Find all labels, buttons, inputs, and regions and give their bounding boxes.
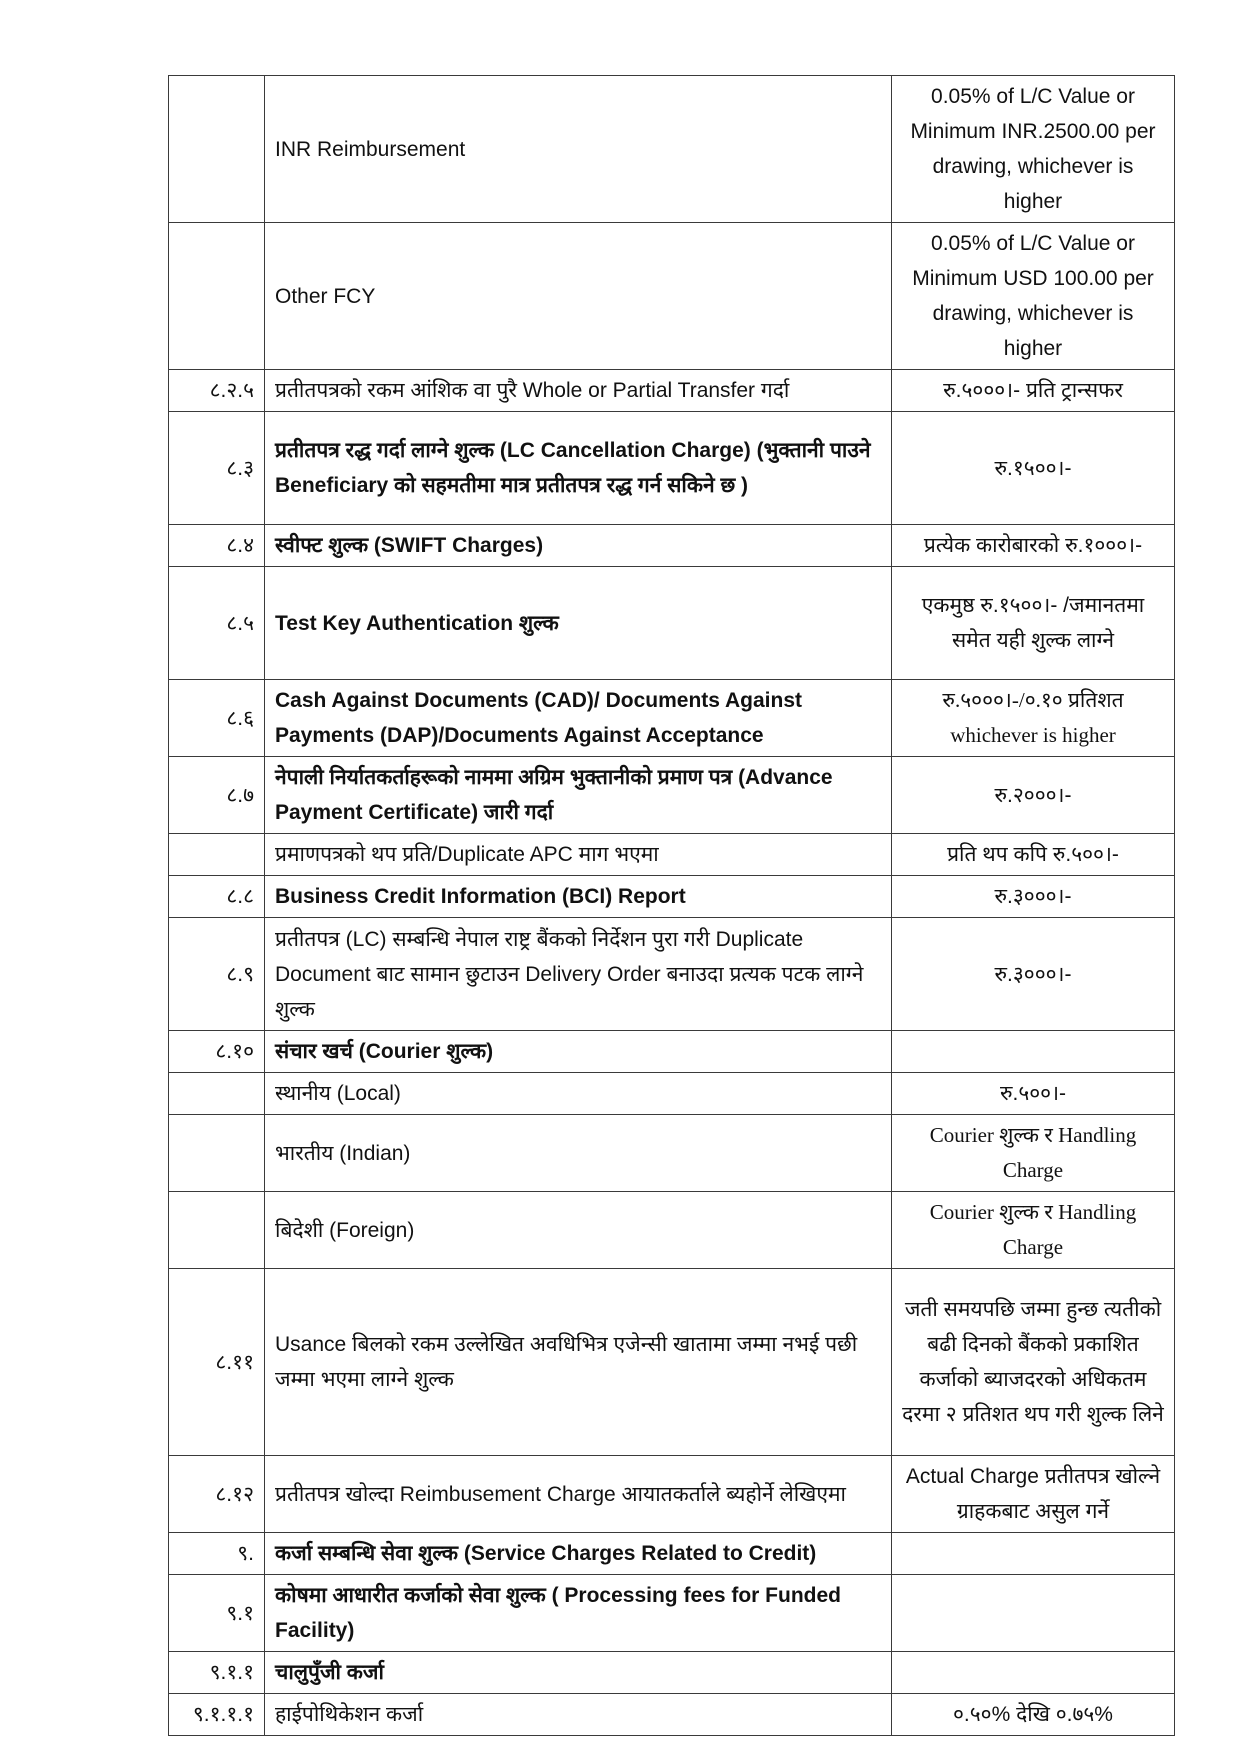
charge-cell: रु.३०००।- (892, 876, 1175, 918)
charge-cell: रु.२०००।- (892, 757, 1175, 834)
description-cell: भारतीय (Indian) (265, 1115, 892, 1192)
charge-cell (892, 1575, 1175, 1652)
serial-number-cell: ८.११ (169, 1269, 265, 1456)
description-cell: प्रतीतपत्र खोल्दा Reimbusement Charge आयातकर्ताले ब्यहोर्ने लेखिएमा (265, 1456, 892, 1533)
table-row (169, 1192, 1175, 1269)
serial-number-cell: ९.१.१ (169, 1652, 265, 1694)
serial-number-cell: ८.४ (169, 525, 265, 567)
serial-number-cell (169, 1115, 265, 1192)
table-row (169, 1456, 1175, 1533)
table-row (169, 223, 1175, 370)
description-cell: Cash Against Documents (CAD)/ Documents Against Payments (DAP)/Documents Against Acceptance (265, 680, 892, 757)
table-row (169, 1575, 1175, 1652)
charge-cell (892, 1533, 1175, 1575)
charge-cell: रु.५०००।- प्रति ट्रान्सफर (892, 370, 1175, 412)
serial-number-cell: ८.२.५ (169, 370, 265, 412)
charge-cell: एकमुष्ठ रु.१५००।- /जमानतमा समेत यही शुल्क लाग्ने (892, 567, 1175, 680)
serial-number-cell (169, 1073, 265, 1115)
charge-cell: Actual Charge प्रतीतपत्र खोल्ने ग्राहकबाट असुल गर्ने (892, 1456, 1175, 1533)
fee-schedule-table (168, 75, 1175, 1736)
table-row (169, 525, 1175, 567)
serial-number-cell: ८.८ (169, 876, 265, 918)
description-cell: कर्जा सम्बन्धि सेवा शुल्क (Service Charges Related to Credit) (265, 1533, 892, 1575)
serial-number-cell: ९. (169, 1533, 265, 1575)
description-cell: स्थानीय (Local) (265, 1073, 892, 1115)
description-cell: प्रतीतपत्रको रकम आंशिक वा पुरै Whole or Partial Transfer गर्दा (265, 370, 892, 412)
description-cell: प्रमाणपत्रको थप प्रति/Duplicate APC माग भएमा (265, 834, 892, 876)
serial-number-cell: ९.१.१.१ (169, 1694, 265, 1736)
serial-number-cell: ९.१ (169, 1575, 265, 1652)
description-cell: प्रतीतपत्र रद्ध गर्दा लाग्ने शुल्क (LC Cancellation Charge) (भुक्तानी पाउने Beneficiary को सहमतीमा मात्र प्रतीतपत्र रद्ध गर्न सकिने छ ) (265, 412, 892, 525)
table-row (169, 370, 1175, 412)
description-cell: बिदेशी (Foreign) (265, 1192, 892, 1269)
table-row (169, 412, 1175, 525)
description-cell: संचार खर्च (Courier शुल्क) (265, 1031, 892, 1073)
description-cell: हाईपोथिकेशन कर्जा (265, 1694, 892, 1736)
serial-number-cell: ८.६ (169, 680, 265, 757)
description-cell: Other FCY (265, 223, 892, 370)
charge-cell: रु.३०००।- (892, 918, 1175, 1031)
description-cell: चालुपुँजी कर्जा (265, 1652, 892, 1694)
description-cell: INR Reimbursement (265, 76, 892, 223)
table-row (169, 1073, 1175, 1115)
charge-cell: प्रति थप कपि रु.५००।- (892, 834, 1175, 876)
description-cell: Usance बिलको रकम उल्लेखित अवधिभित्र एजेन्सी खातामा जम्मा नभई पछी जम्मा भएमा लाग्ने शुल्क (265, 1269, 892, 1456)
charge-cell (892, 1031, 1175, 1073)
table-row (169, 876, 1175, 918)
serial-number-cell: ८.३ (169, 412, 265, 525)
table-row (169, 1694, 1175, 1736)
table-row (169, 834, 1175, 876)
table-row (169, 1652, 1175, 1694)
serial-number-cell (169, 223, 265, 370)
serial-number-cell: ८.१० (169, 1031, 265, 1073)
serial-number-cell: ८.१२ (169, 1456, 265, 1533)
table-row (169, 1115, 1175, 1192)
description-cell: कोषमा आधारीत कर्जाको सेवा शुल्क ( Processing fees for Funded Facility) (265, 1575, 892, 1652)
serial-number-cell: ८.७ (169, 757, 265, 834)
description-cell: Test Key Authentication शुल्क (265, 567, 892, 680)
charge-cell: रु.५००।- (892, 1073, 1175, 1115)
table-row (169, 757, 1175, 834)
charge-cell: 0.05% of L/C Value or Minimum INR.2500.00 per drawing, whichever is higher (892, 76, 1175, 223)
charge-cell (892, 1652, 1175, 1694)
description-cell: नेपाली निर्यातकर्ताहरूको नाममा अग्रिम भुक्तानीको प्रमाण पत्र (Advance Payment Certificate) जारी गर्दा (265, 757, 892, 834)
table-row (169, 1031, 1175, 1073)
charge-cell: Courier शुल्क र Handling Charge (892, 1192, 1175, 1269)
description-cell: Business Credit Information (BCI) Report (265, 876, 892, 918)
table-row (169, 1533, 1175, 1575)
description-cell: प्रतीतपत्र (LC) सम्बन्धि नेपाल राष्ट्र बैंकको निर्देशन पुरा गरी Duplicate Document बाट सामान छुटाउन Delivery Order बनाउदा प्रत्यक पटक लाग्ने शुल्क (265, 918, 892, 1031)
charge-cell: जती समयपछि जम्मा हुन्छ त्यतीको बढी दिनको बैंकको प्रकाशित कर्जाको ब्याजदरको अधिकतम दरमा २ प्रतिशत थप गरी शुल्क लिने (892, 1269, 1175, 1456)
table-row (169, 680, 1175, 757)
table-row (169, 918, 1175, 1031)
charge-cell: Courier शुल्क र Handling Charge (892, 1115, 1175, 1192)
charge-cell: 0.05% of L/C Value or Minimum USD 100.00 per drawing, whichever is higher (892, 223, 1175, 370)
charge-cell: रु.५०००।-/०.१० प्रतिशत whichever is higher (892, 680, 1175, 757)
table-row (169, 76, 1175, 223)
serial-number-cell (169, 834, 265, 876)
description-cell: स्वीफ्ट शुल्क (SWIFT Charges) (265, 525, 892, 567)
table-row (169, 567, 1175, 680)
serial-number-cell: ८.५ (169, 567, 265, 680)
fee-table-body (169, 76, 1175, 1736)
serial-number-cell (169, 1192, 265, 1269)
charge-cell: रु.१५००।- (892, 412, 1175, 525)
charge-cell: प्रत्येक कारोबारको रु.१०००।- (892, 525, 1175, 567)
serial-number-cell (169, 76, 265, 223)
serial-number-cell: ८.९ (169, 918, 265, 1031)
charge-cell: ०.५०% देखि ०.७५% (892, 1694, 1175, 1736)
table-row (169, 1269, 1175, 1456)
